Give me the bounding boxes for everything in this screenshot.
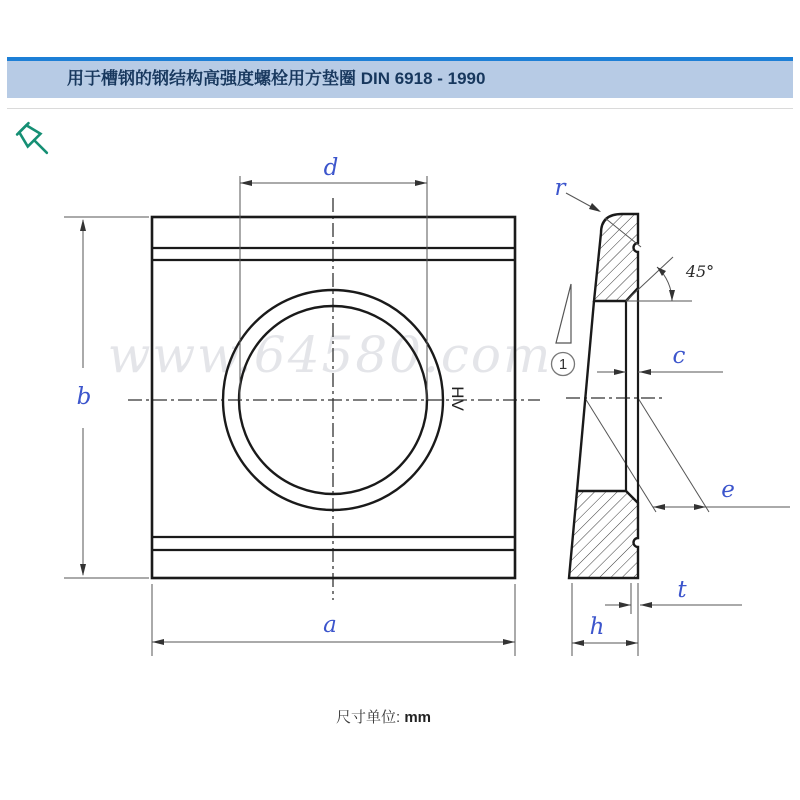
dimension-e xyxy=(653,477,790,510)
unit-note xyxy=(336,706,431,727)
dim-label-c: c xyxy=(672,343,686,369)
dim-label-t: t xyxy=(677,577,687,603)
hole-edge-lines xyxy=(577,288,638,503)
chamfer-annotation xyxy=(626,257,714,301)
dim-label-h: h xyxy=(589,614,605,640)
front-view xyxy=(64,155,540,656)
note-number: 1 xyxy=(558,356,568,373)
dim-label-r: r xyxy=(554,175,566,201)
radius-annotation xyxy=(555,175,642,247)
unit-label: 尺寸单位: xyxy=(336,709,401,726)
slope-symbol xyxy=(552,284,575,376)
dim-label-e: e xyxy=(721,477,735,503)
dim-label-a: a xyxy=(323,612,337,638)
lower-section xyxy=(569,491,638,578)
dimension-c xyxy=(597,343,723,375)
centerlines xyxy=(128,198,540,600)
side-section-view xyxy=(552,175,791,656)
dimension-h xyxy=(572,583,638,656)
angle-label: 45° xyxy=(685,262,715,281)
dimension-b xyxy=(64,217,149,578)
dim-label-d: d xyxy=(323,155,339,181)
unit-value: mm xyxy=(404,709,432,726)
watermark: www.64580.com xyxy=(107,326,553,384)
dimension-a xyxy=(152,584,515,656)
dimension-t xyxy=(605,577,742,614)
page-title: 用于槽钢的钢结构高强度螺栓用方垫圈 DIN 6918 - 1990 xyxy=(67,69,486,88)
dim-label-b: b xyxy=(76,384,92,410)
hv-marking: HV xyxy=(448,386,467,412)
